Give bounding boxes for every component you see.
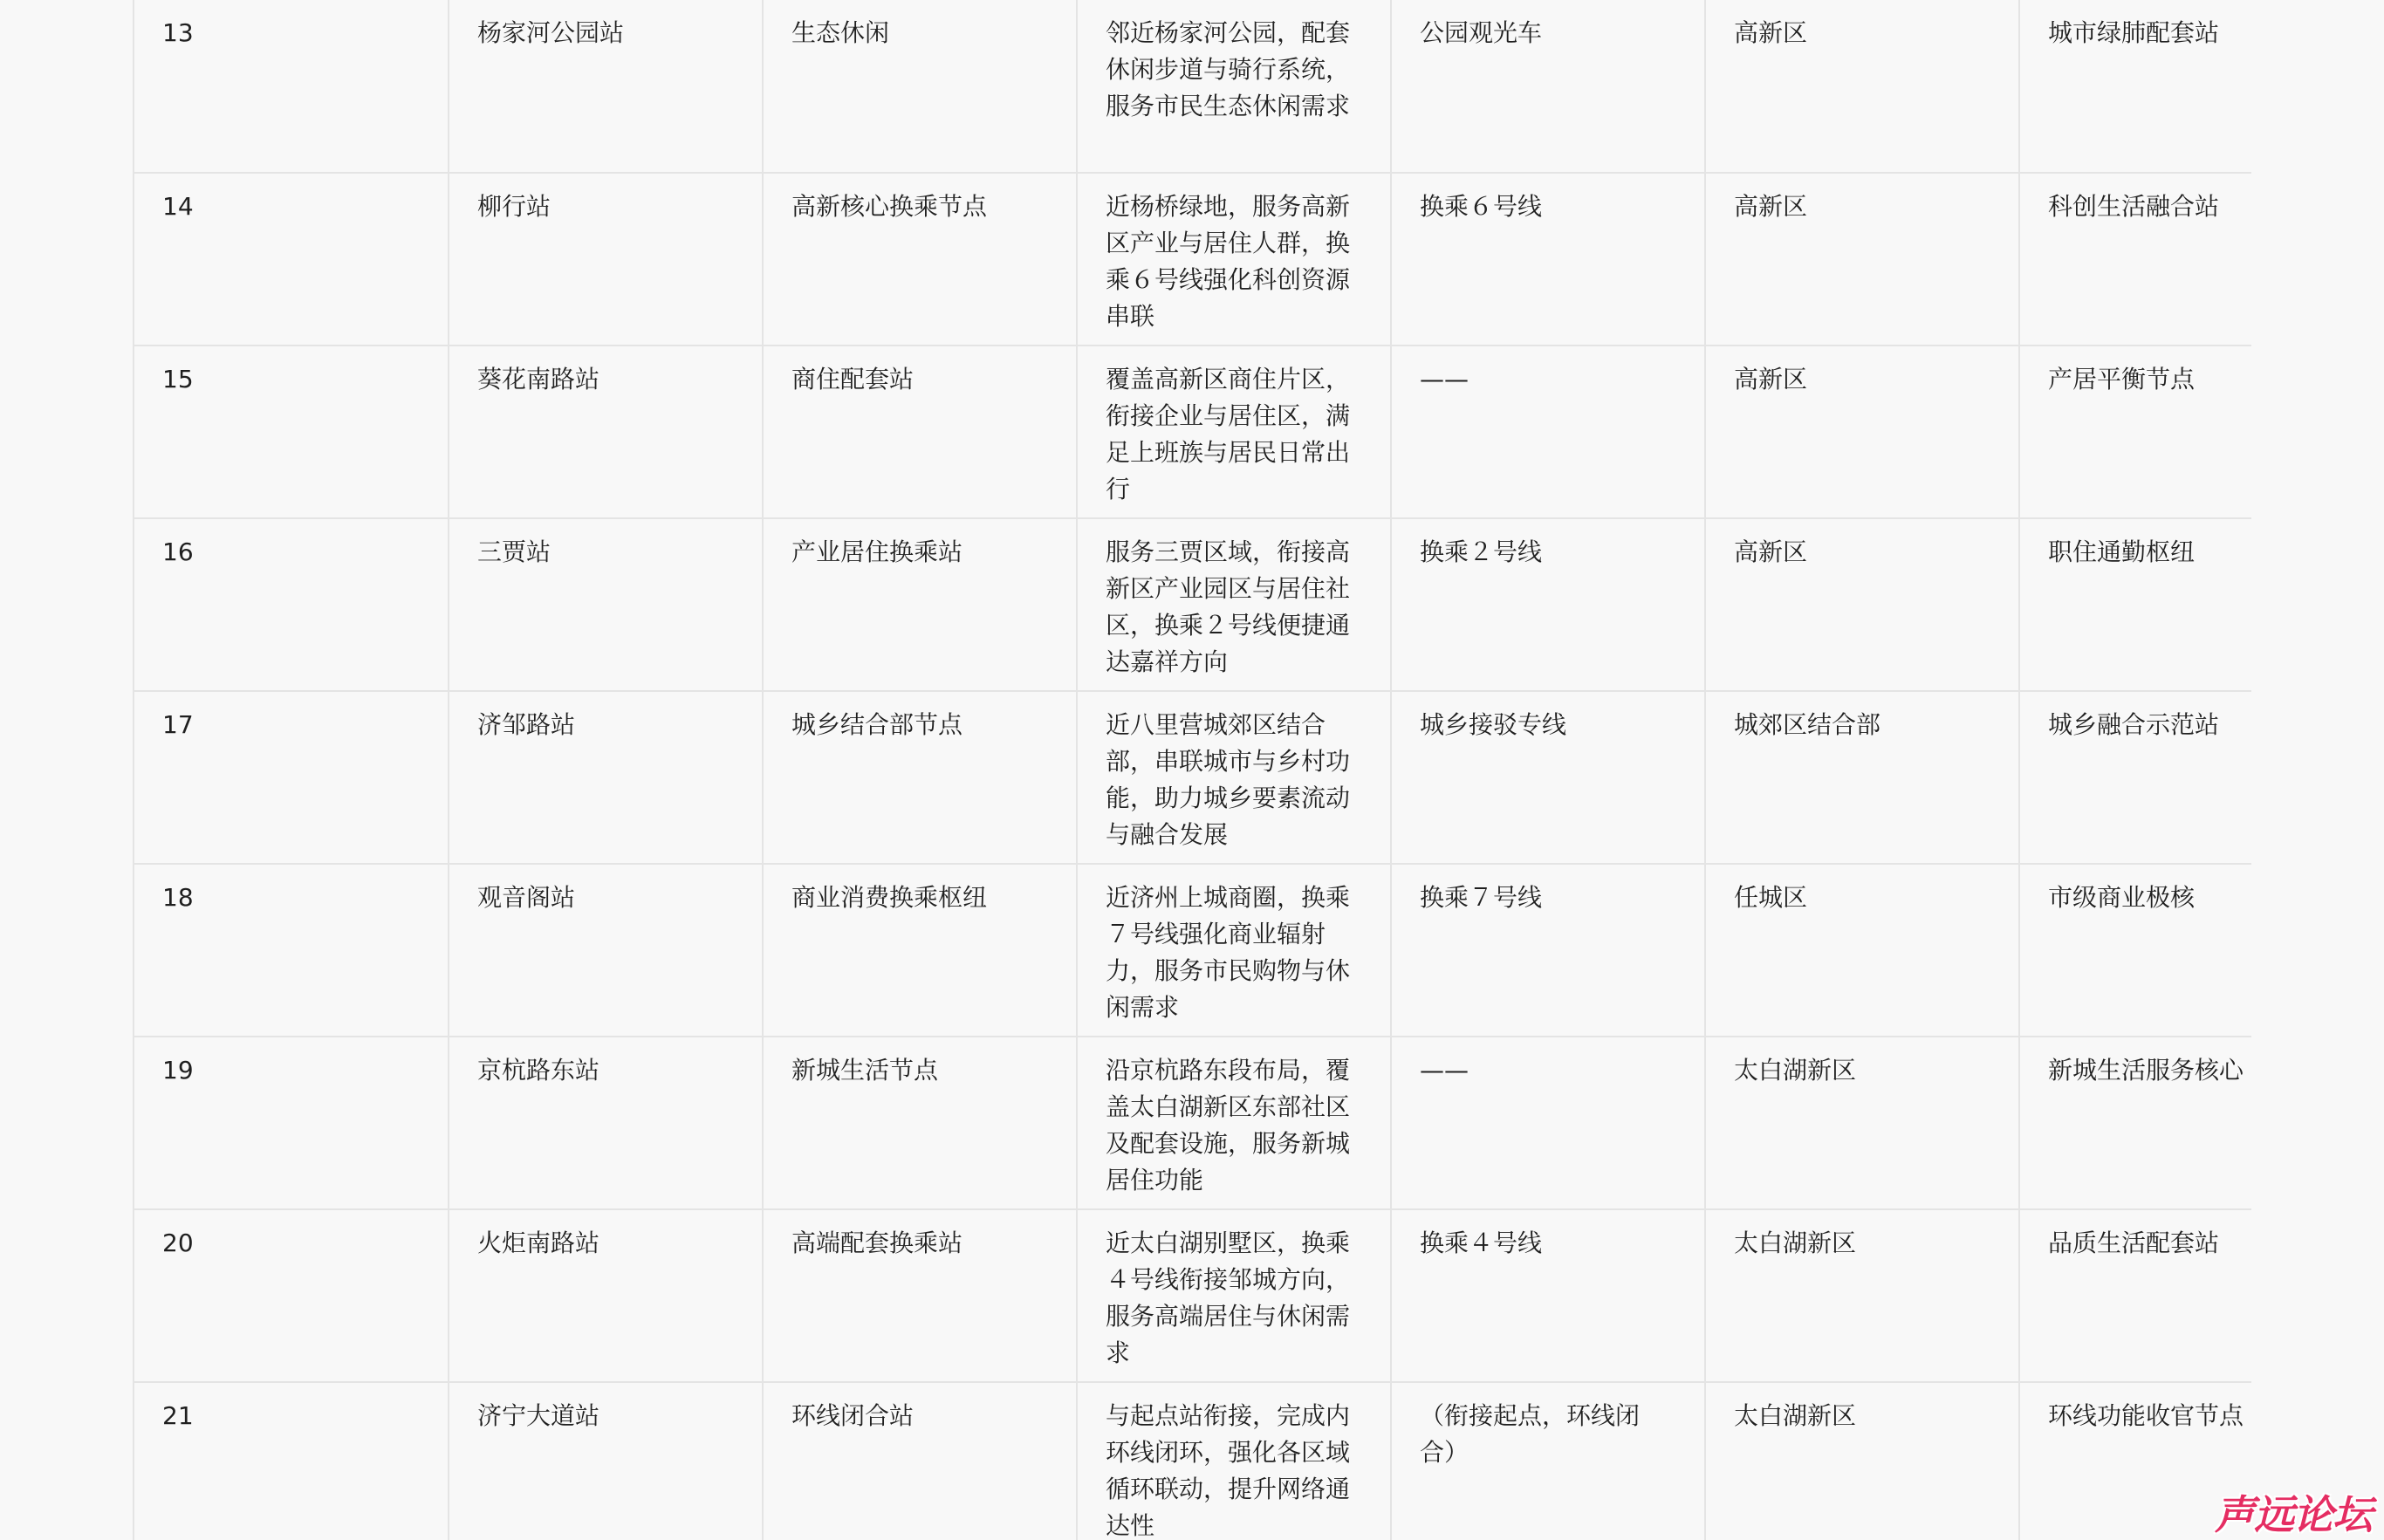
cell-description: 覆盖高新区商住片区，衔接企业与居住区，满足上班族与居民日常出行: [1077, 346, 1391, 518]
cell-description: 近杨桥绿地，服务高新区产业与居住人群，换乘６号线强化科创资源串联: [1077, 173, 1391, 346]
cell-role: 生态休闲: [763, 0, 1077, 173]
cell-positioning: 城乡融合示范站: [2019, 691, 2251, 864]
cell-description: 与起点站衔接，完成内环线闭环，强化各区域循环联动，提升网络通达性: [1077, 1382, 1391, 1540]
cell-number: 13: [134, 0, 449, 173]
cell-role: 高端配套换乘站: [763, 1209, 1077, 1382]
table-row: [134, 173, 2251, 346]
table-row: [134, 691, 2251, 864]
watermark-logo: 声远论坛: [2215, 1491, 2372, 1538]
cell-description: 近八里营城郊区结合部，串联城市与乡村功能，助力城乡要素流动与融合发展: [1077, 691, 1391, 864]
cell-district: 高新区: [1705, 518, 2019, 691]
cell-number: 18: [134, 864, 449, 1037]
cell-number: 15: [134, 346, 449, 518]
cell-role: 商业消费换乘枢纽: [763, 864, 1077, 1037]
cell-role: 高新核心换乘节点: [763, 173, 1077, 346]
cell-positioning: 市级商业极核: [2019, 864, 2251, 1037]
table-row: [134, 0, 2251, 173]
table-row: [134, 518, 2251, 691]
cell-district: 太白湖新区: [1705, 1209, 2019, 1382]
cell-positioning: 环线功能收官节点: [2019, 1382, 2251, 1540]
cell-description: 近太白湖别墅区，换乘４号线衔接邹城方向，服务高端居住与休闲需求: [1077, 1209, 1391, 1382]
table-row: [134, 1382, 2251, 1540]
table-row: [134, 1209, 2251, 1382]
cell-description: 沿京杭路东段布局，覆盖太白湖新区东部社区及配套设施，服务新城居住功能: [1077, 1037, 1391, 1209]
cell-transfer: 城乡接驳专线: [1391, 691, 1705, 864]
cell-number: 16: [134, 518, 449, 691]
cell-transfer: ——: [1391, 346, 1705, 518]
cell-description: 邻近杨家河公园，配套休闲步道与骑行系统，服务市民生态休闲需求: [1077, 0, 1391, 173]
cell-positioning: 新城生活服务核心: [2019, 1037, 2251, 1209]
cell-positioning: 产居平衡节点: [2019, 346, 2251, 518]
cell-description: 服务三贾区域，衔接高新区产业园区与居住社区，换乘２号线便捷通达嘉祥方向: [1077, 518, 1391, 691]
cell-role: 商住配套站: [763, 346, 1077, 518]
cell-station: 葵花南路站: [449, 346, 763, 518]
cell-description: 近济州上城商圈，换乘７号线强化商业辐射力，服务市民购物与休闲需求: [1077, 864, 1391, 1037]
cell-station: 杨家河公园站: [449, 0, 763, 173]
cell-station: 观音阁站: [449, 864, 763, 1037]
cell-station: 京杭路东站: [449, 1037, 763, 1209]
cell-transfer: 换乘４号线: [1391, 1209, 1705, 1382]
cell-number: 20: [134, 1209, 449, 1382]
cell-district: 太白湖新区: [1705, 1037, 2019, 1209]
cell-number: 21: [134, 1382, 449, 1540]
cell-positioning: 品质生活配套站: [2019, 1209, 2251, 1382]
cell-station: 火炬南路站: [449, 1209, 763, 1382]
table-row: [134, 864, 2251, 1037]
cell-station: 柳行站: [449, 173, 763, 346]
cell-district: 太白湖新区: [1705, 1382, 2019, 1540]
cell-station: 三贾站: [449, 518, 763, 691]
cell-transfer: 换乘２号线: [1391, 518, 1705, 691]
station-table: [134, 0, 2251, 1540]
cell-transfer: 换乘７号线: [1391, 864, 1705, 1037]
cell-transfer: ——: [1391, 1037, 1705, 1209]
cell-district: 城郊区结合部: [1705, 691, 2019, 864]
cell-district: 高新区: [1705, 346, 2019, 518]
cell-district: 高新区: [1705, 173, 2019, 346]
cell-role: 城乡结合部节点: [763, 691, 1077, 864]
cell-station: 济邹路站: [449, 691, 763, 864]
table-row: [134, 346, 2251, 518]
cell-role: 环线闭合站: [763, 1382, 1077, 1540]
cell-positioning: 城市绿肺配套站: [2019, 0, 2251, 173]
cell-number: 17: [134, 691, 449, 864]
cell-positioning: 科创生活融合站: [2019, 173, 2251, 346]
station-table-container: [133, 0, 2251, 1540]
table-row: [134, 1037, 2251, 1209]
cell-transfer: 公园观光车: [1391, 0, 1705, 173]
cell-station: 济宁大道站: [449, 1382, 763, 1540]
cell-role: 新城生活节点: [763, 1037, 1077, 1209]
cell-role: 产业居住换乘站: [763, 518, 1077, 691]
cell-district: 任城区: [1705, 864, 2019, 1037]
station-table-body: [134, 0, 2251, 1540]
cell-district: 高新区: [1705, 0, 2019, 173]
cell-number: 19: [134, 1037, 449, 1209]
cell-positioning: 职住通勤枢纽: [2019, 518, 2251, 691]
cell-number: 14: [134, 173, 449, 346]
cell-transfer: （衔接起点，环线闭合）: [1391, 1382, 1705, 1540]
cell-transfer: 换乘６号线: [1391, 173, 1705, 346]
